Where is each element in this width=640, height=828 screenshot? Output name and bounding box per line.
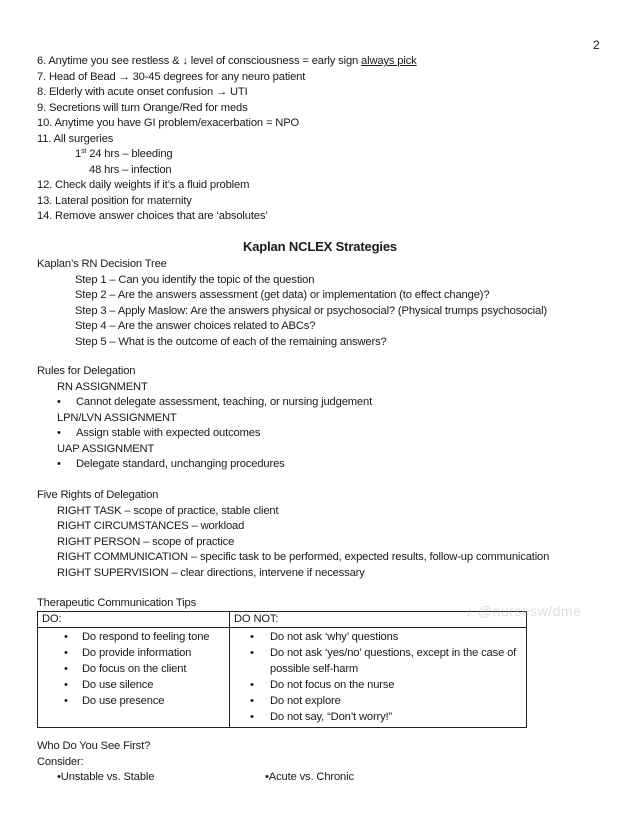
decision-tree: [37, 257, 547, 350]
consider-item: [57, 770, 154, 786]
decision-step: Step 4 – Are the answer choices related to ABCs?: [75, 320, 316, 332]
five-rights-title: Five Rights of Delegation: [37, 489, 159, 501]
who-first-title: Who Do You See First?: [37, 740, 151, 752]
delegation-rules: [37, 364, 372, 473]
do-not-item: • Do not focus on the nurse: [234, 677, 522, 693]
ordinal-number: 1: [75, 148, 82, 160]
assignment-label: UAP ASSIGNMENT: [57, 442, 155, 455]
table-header-row: [38, 612, 527, 628]
list-item: [37, 70, 417, 86]
consider-item-text: Unstable vs. Stable: [60, 771, 155, 783]
list-item: 13. Lateral position for maternity: [37, 194, 192, 207]
column-header-do: DO:: [38, 612, 230, 628]
bullet-text: Delegate standard, unchanging procedures: [76, 458, 285, 470]
watermark: ♪ @nursesw/dme: [466, 603, 582, 619]
bullet-icon: [57, 457, 76, 473]
section-heading: Kaplan NCLEX Strategies: [242, 239, 398, 254]
consider-item-text: Acute vs. Chronic: [268, 771, 354, 783]
right-item: RIGHT CIRCUMSTANCES – workload: [57, 520, 245, 532]
bullet-item: [37, 426, 372, 442]
list-item: [37, 54, 417, 70]
table-row: [38, 628, 527, 728]
bullet-text: Assign stable with expected outcomes: [76, 427, 261, 439]
ordinal-suffix: st: [81, 148, 87, 155]
who-first: [37, 739, 150, 770]
consider-label: Consider:: [37, 755, 84, 768]
right-item: RIGHT SUPERVISION – clear directions, intervene if necessary: [57, 566, 365, 579]
list-item: 11. All surgeries: [37, 132, 114, 145]
column-header-do-not: DO NOT:: [230, 612, 527, 628]
decision-step: Step 5 – What is the outcome of each of the remaining answers?: [75, 335, 387, 348]
list-item: 9. Secretions will turn Orange/Red for meds: [37, 101, 248, 114]
list-item-text: 8. Elderly with acute onset confusion: [37, 86, 216, 98]
right-item: RIGHT PERSON – scope of practice: [57, 535, 235, 548]
decision-tree-title: Kaplan’s RN Decision Tree: [37, 258, 167, 270]
do-item: • Do use silence: [42, 677, 225, 693]
bullet-item: [37, 395, 372, 411]
five-rights: [37, 488, 549, 581]
do-not-item: • Do not explore: [234, 693, 522, 709]
list-item-text: 30-45 degrees for any neuro patient: [129, 70, 306, 83]
right-item: RIGHT COMMUNICATION – specific task to be performed, expected results, follow-up communication: [57, 551, 550, 563]
therapeutic-table: [37, 611, 527, 728]
bullet-icon: [57, 395, 76, 411]
assignment-label: LPN/LVN ASSIGNMENT: [57, 411, 177, 424]
bullet-text: Cannot delegate assessment, teaching, or nursing judgement: [76, 396, 373, 408]
decision-step: Step 2 – Are the answers assessment (get data) or implementation (to effect change)?: [75, 289, 490, 301]
right-arrow-icon: →: [216, 86, 228, 98]
decision-step: Step 1 – Can you identify the topic of the question: [75, 273, 315, 286]
do-not-item: • Do not ask ‘why’ questions: [234, 629, 522, 645]
list-item: 10. Anytime you have GI problem/exacerbation = NPO: [37, 117, 300, 129]
do-item: • Do use presence: [42, 693, 225, 709]
assignment-label: RN ASSIGNMENT: [57, 380, 148, 393]
do-not-item: • Do not ask ‘yes/no’ questions, except in the case of possible self-harm: [234, 645, 522, 677]
do-item: • Do focus on the client: [42, 661, 225, 677]
do-item: • Do provide information: [42, 645, 225, 661]
therapeutic-title: Therapeutic Communication Tips: [37, 597, 197, 609]
delegation-title: Rules for Delegation: [37, 365, 136, 377]
do-not-cell: [230, 628, 527, 728]
do-item: • Do respond to feeling tone: [42, 629, 225, 645]
do-list: [42, 629, 225, 709]
decision-step: Step 3 – Apply Maslow: Are the answers physical or psychosocial? (Physical trumps psychosocial): [75, 304, 548, 317]
do-cell: [38, 628, 230, 728]
list-item-text: 6. Anytime you see restless &: [37, 55, 183, 67]
underlined-emphasis: always pick: [361, 55, 417, 67]
right-item: RIGHT TASK – scope of practice, stable client: [57, 504, 279, 517]
do-not-list: [234, 629, 522, 725]
do-not-item: • Do not say, “Don’t worry!”: [234, 709, 522, 725]
list-item: 12. Check daily weights if it’s a fluid problem: [37, 179, 250, 191]
list-item: 14. Remove answer choices that are ‘absolutes’: [37, 210, 268, 222]
list-subitem-text: 24 hrs – bleeding: [86, 148, 173, 160]
consider-item: [265, 770, 354, 786]
list-item-text: UTI: [227, 86, 248, 98]
right-arrow-icon: →: [118, 70, 130, 83]
list-item-text: level of consciousness = early sign: [187, 55, 362, 67]
list-item-text: 7. Head of Bead: [37, 70, 119, 83]
list-subitem: [37, 147, 417, 163]
down-arrow-icon: ↓: [182, 55, 188, 67]
tips-numbered-list: [37, 54, 417, 225]
list-item: [37, 85, 417, 101]
bullet-icon: [57, 426, 76, 442]
list-subitem: 48 hrs – infection: [89, 163, 172, 176]
bullet-item: [37, 457, 372, 473]
page-number: 2: [593, 38, 600, 52]
